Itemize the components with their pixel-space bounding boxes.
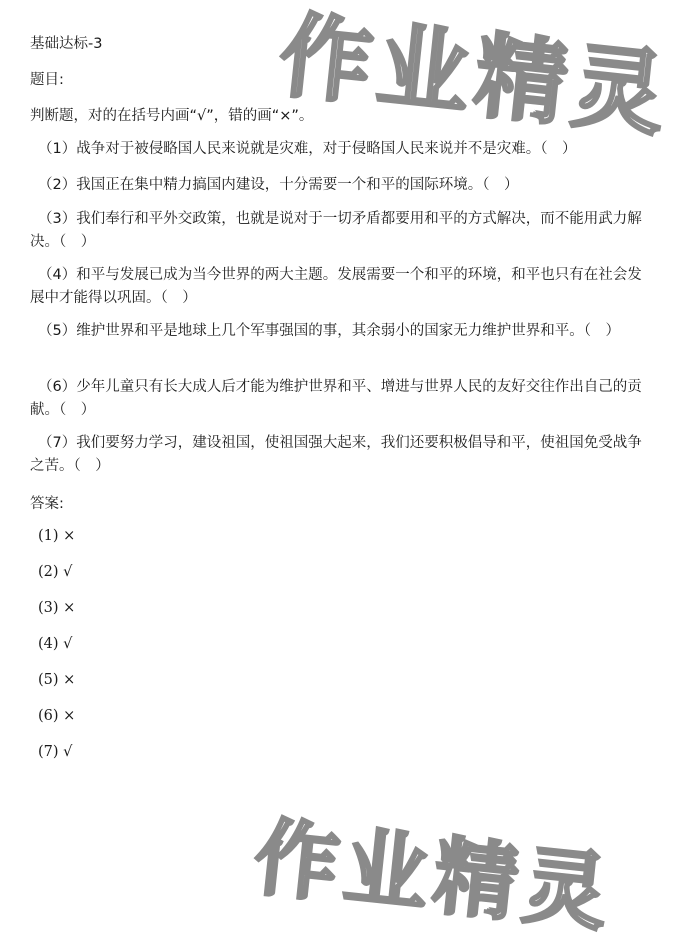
answer-label: 答案: — [30, 496, 64, 512]
watermark-top: 作业精灵 — [274, 1, 676, 150]
answer-item: (3) × — [38, 600, 76, 616]
question-item: （5）维护世界和平是地球上几个军事强国的事，其余弱小的国家无力维护世界和平。（ ） — [38, 323, 620, 339]
instruction-text: 判断题，对的在括号内画“√”，错的画“×”。 — [30, 108, 314, 124]
question-item: （1）战争对于被侵略国人民来说就是灾难，对于侵略国人民来说并不是灾难。（ ） — [38, 141, 577, 157]
watermark-bottom: 作业精灵 — [249, 807, 619, 943]
answer-item: (5) × — [38, 672, 76, 688]
question-item: （7）我们要努力学习，建设祖国，使祖国强大起来，我们还要积极倡导和平，使祖国免受战争之苦。（ ） — [30, 435, 642, 474]
question-item: （2）我国正在集中精力搞国内建设，十分需要一个和平的国际环境。（ ） — [38, 177, 519, 193]
question-item: （6）少年儿童只有长大成人后才能为维护世界和平、增进与世界人民的友好交往作出自己的贡献。（ ） — [30, 379, 642, 418]
answer-item: (7) √ — [38, 744, 73, 760]
question-item: （3）我们奉行和平外交政策，也就是说对于一切矛盾都要用和平的方式解决，而不能用武力解决。（ ） — [30, 211, 642, 250]
answer-item: (1) × — [38, 528, 76, 544]
answer-item: (2) √ — [38, 564, 73, 580]
answer-item: (4) √ — [38, 636, 73, 652]
question-item: （4）和平与发展已成为当今世界的两大主题。发展需要一个和平的环境，和平也只有在社会发展中才能得以巩固。（ ） — [30, 267, 642, 306]
page-title: 基础达标-3 — [30, 36, 103, 52]
question-label: 题目: — [30, 72, 64, 88]
answer-item: (6) × — [38, 708, 76, 724]
